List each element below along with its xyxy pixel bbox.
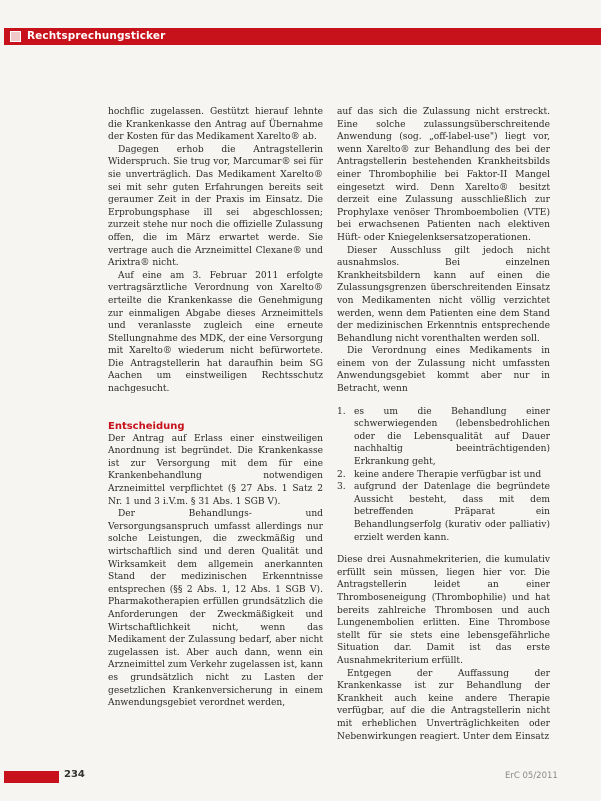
right-column bbox=[337, 106, 550, 743]
paragraph: Dieser Ausschluss gilt jedoch nicht ausnahmslos. Bei einzelnen Krankheitsbildern kann auf einen die Zulassungsgrenzen überschreitenden Einsatz von Medikamenten nicht völlig verzichtet werden, wenn dem Patienten eine dem Stand der medizinischen Erkenntnis entsprechende Behandlung nicht vorenthalten werden soll. bbox=[337, 245, 550, 344]
issue-label: ErC 05/2011 bbox=[505, 771, 558, 781]
paragraph: Auf eine am 3. Februar 2011 erfolgte vertragsärztliche Verordnung von Xarelto® erteilte die Krankenkasse die Genehmigung zur einmaligen Abgabe dieses Arzneimittels und veranlasste zugleich eine erneute Stellungnahme des MDK, der eine Versorgung mit Xarelto® wiederum nicht befürwortete. Die Antragstellerin hat daraufhin beim SG Aachen um einstweiligen Rechtsschutz nachgesucht. bbox=[108, 270, 323, 395]
list-text: es um die Behandlung einer schwerwiegenden (lebensbedrohlichen oder die Lebensqualität auf Dauer nachhaltig beeinträchtigenden) Erkrankung geht, bbox=[354, 406, 550, 468]
section-heading: Entscheidung bbox=[108, 420, 185, 432]
paragraph: Dagegen erhob die Antragstellerin Widerspruch. Sie trug vor, Marcumar® sei für sie unverträglich. Das Medikament Xarelto® sei mit sehr guten Erfahrungen bereits seit geraumer Zeit in der Praxis im Einsatz. Die Erprobungsphase ill sei abgeschlossen; zurzeit stehe nur noch die offizielle Zulassung offen, die im März erwartet werde. Sie vertrage auch die Arzneimittel Clexane® und Arixtra® nicht. bbox=[108, 144, 323, 269]
list-item bbox=[337, 469, 550, 482]
paragraph: Der Behandlungs- und Versorgungsanspruch umfasst allerdings nur solche Leistungen, die zweckmäßig und wirtschaftlich sind und deren Qualität und Wirksamkeit dem allgemein anerkannten Stand der medizinischen Erkenntnisse entsprechen (§§ 2 Abs. 1, 12 Abs. 1 SGB V). Pharmakotherapien erfüllen grundsätzlich die Anforderungen der Zweckmäßigkeit und Wirtschaftlichkeit nicht, wenn das Medikament der Zulassung bedarf, aber nicht zugelassen ist. Aber auch dann, wenn ein Arzneimittel zum Verkehr zugelassen ist, kann es grundsätzlich nicht zu Lasten der gesetzlichen Krankenversicherung in einem Anwendungsgebiet verordnet werden, bbox=[108, 509, 323, 709]
list-number: 1. bbox=[337, 406, 346, 417]
page-number: 234 bbox=[64, 769, 85, 780]
list-item bbox=[337, 481, 550, 544]
list-number: 3. bbox=[337, 482, 346, 493]
footer-bar bbox=[4, 771, 59, 783]
criteria-list bbox=[337, 406, 550, 545]
header-square-icon bbox=[10, 31, 21, 42]
list-item bbox=[337, 406, 550, 469]
list-text: aufgrund der Datenlage die begründete Aussicht besteht, dass mit dem betreffenden Präparat ein Behandlungserfolg (kurativ oder palliativ) erzielt werden kann. bbox=[354, 482, 550, 543]
left-column bbox=[108, 106, 323, 710]
paragraph: Der Antrag auf Erlass einer einstweiligen Anordnung ist begründet. Die Krankenkasse ist zur Versorgung mit dem für eine Krankenbehandlung notwendigen Arzneimittel verpflichtet (§ 27 Abs. 1 Satz 2 Nr. 1 und 3 i.V.m. § 31 Abs. 1 SGB V). bbox=[108, 433, 323, 507]
paragraph: auf das sich die Zulassung nicht erstreckt. Eine solche zulassungsüberschreitende Anwendung (sog. „off-label-use") liegt vor, wenn Xarelto® zur Behandlung des bei der Antragstellerin bestehenden Krankheitsbilds einer Thrombophilie bei Faktor-II Mangel eingesetzt wird. Denn Xarelto® besitzt derzeit eine Zulassung ausschließlich zur Prophylaxe venöser Thromboembolien (VTE) bei erwachsenen Patienten nach elektiven Hüft- oder Kniegelenksersatzoperationen. bbox=[337, 107, 550, 243]
section-title: Rechtsprechungsticker bbox=[27, 30, 166, 42]
paragraph: Entgegen der Auffassung der Krankenkasse ist zur Behandlung der Krankheit auch keine andere Therapie verfügbar, auf die die Antragstellerin nicht mit erheblichen Unverträglichkeiten oder Nebenwirkungen reagiert. Unter dem Einsatz bbox=[337, 668, 550, 742]
paragraph: hochflic zugelassen. Gestützt hierauf lehnte die Krankenkasse den Antrag auf Übernahme der Kosten für das Medikament Xarelto® ab. bbox=[108, 107, 323, 143]
paragraph: Diese drei Ausnahmekriterien, die kumulativ erfüllt sein müssen, liegen hier vor. Die Antragstellerin leidet an einer Thromboseneigung (Thrombophilie) und hat bereits zahlreiche Thrombosen und auch Lungenembolien erlitten. Eine Thrombose stellt für sie stets eine lebensgefährliche Situation dar. Damit ist das erste Ausnahmekriterium erfüllt. bbox=[337, 555, 550, 666]
list-number: 2. bbox=[337, 469, 346, 480]
paragraph: Die Verordnung eines Medikaments in einem von der Zulassung nicht umfassten Anwendungsgebiet kommt aber nur in Betracht, wenn bbox=[337, 346, 550, 395]
list-text: keine andere Therapie verfügbar ist und bbox=[354, 469, 542, 480]
